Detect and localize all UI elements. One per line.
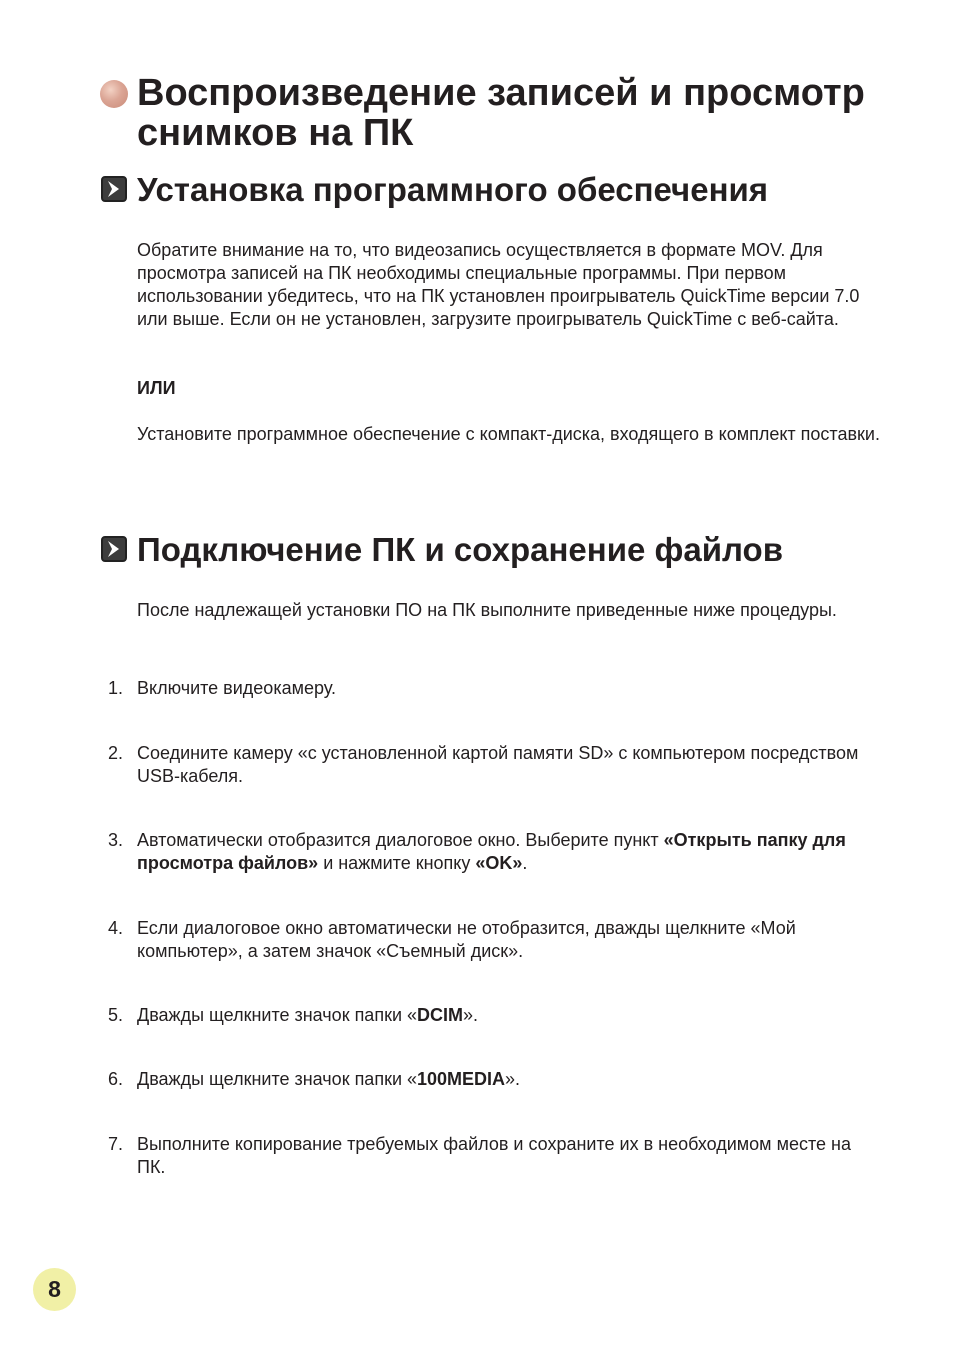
step-text-part: Автоматически отобразится диалоговое окно. Выберите пункт — [137, 830, 664, 850]
step-text-part: Дважды щелкните значок папки « — [137, 1069, 418, 1089]
step-text: Если диалоговое окно автоматически не отобразится, дважды щелкните «Мой компьютер», а затем значок «Съемный диск». — [137, 918, 796, 961]
step-number: 1. — [108, 678, 124, 698]
step-text-part: ». — [505, 1069, 521, 1089]
step-number: 2. — [108, 743, 124, 763]
step-number: 6. — [108, 1069, 124, 1089]
section-title-pc-connect: Подключение ПК и сохранение файлов — [137, 531, 783, 568]
install-cd-paragraph: Установите программное обеспечение с компакт-диска, входящего в комплект поставки. — [137, 424, 880, 444]
step-text-part: . — [522, 853, 528, 873]
chevron-right-icon — [101, 536, 127, 562]
step-number: 4. — [108, 918, 124, 938]
step-text-part: и нажмите кнопку — [318, 853, 476, 873]
page-title — [137, 73, 927, 153]
page-number-badge: 8 — [33, 1268, 76, 1311]
folder-name-dcim: DCIM — [417, 1005, 464, 1025]
step-text-part: ». — [463, 1005, 479, 1025]
step-text: Выполните копирование требуемых файлов и сохраните их в необходимом месте на ПК. — [137, 1134, 851, 1177]
chevron-right-icon — [101, 176, 127, 202]
step-text — [137, 1004, 877, 1027]
ok-button-label: «OK» — [475, 853, 523, 873]
step-number: 7. — [108, 1134, 124, 1154]
step-text — [137, 1068, 877, 1091]
step-number: 3. — [108, 830, 124, 850]
step-text-part: Дважды щелкните значок папки « — [137, 1005, 418, 1025]
menu-option-open-folder: «Открыть папку для просмотра файлов» — [137, 830, 846, 873]
step-text — [137, 829, 877, 875]
title-bullet-icon — [100, 80, 128, 108]
connect-intro-paragraph: После надлежащей установки ПО на ПК выполните приведенные ниже процедуры. — [137, 600, 837, 620]
section-title-software-install: Установка программного обеспечения — [137, 171, 769, 208]
step-text: Соедините камеру «с установленной картой памяти SD» с компьютером посредством USB-кабеля. — [137, 743, 859, 786]
folder-name-100media: 100MEDIA — [417, 1069, 506, 1089]
step-number: 5. — [108, 1005, 124, 1025]
or-label: ИЛИ — [137, 378, 176, 398]
page-title-line2: снимков на ПК — [137, 112, 414, 154]
page-title-line1: Воспроизведение записей и просмотр — [137, 72, 865, 114]
install-paragraph: Обратите внимание на то, что видеозапись осуществляется в формате MOV. Для просмотра записей на ПК необходимы специальные программы. При первом использовании убедитесь, что на ПК установлен проигрыватель QuickTime версии 7.0 или выше. Если он не установлен, загрузите проигрыватель QuickTime с веб-сайта. — [137, 240, 860, 329]
step-text: Включите видеокамеру. — [137, 678, 336, 698]
